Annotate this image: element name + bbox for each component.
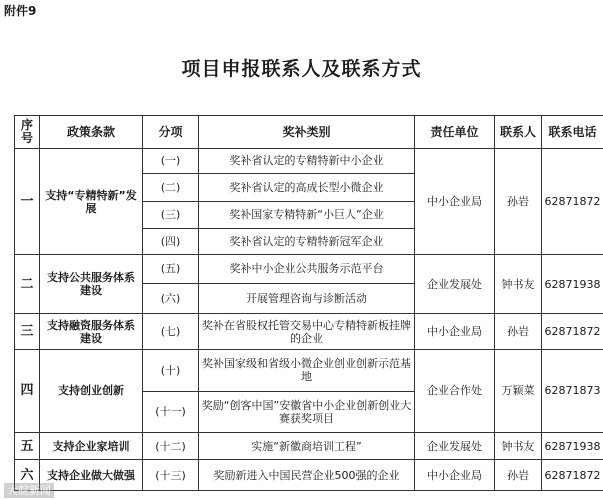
unit-cell: 中小企业局	[415, 460, 495, 491]
contact-table	[14, 115, 603, 491]
row-index: 五	[15, 432, 40, 460]
award-cell: 实施“新徽商培训工程”	[199, 432, 415, 460]
row-index: 六	[15, 460, 40, 491]
row-index: 二	[15, 255, 40, 314]
contact-cell: 钟书友	[495, 255, 542, 314]
policy-cell: 支持企业做大做强	[40, 460, 143, 491]
unit-cell: 中小企业局	[415, 149, 495, 255]
policy-cell: 支持创业创新	[40, 350, 143, 433]
phone-cell: 62871938	[542, 432, 603, 460]
unit-cell: 企业发展处	[415, 255, 495, 314]
header-policy: 政策条款	[40, 116, 143, 149]
phone-cell: 62871872	[542, 314, 603, 350]
table-row	[15, 432, 603, 460]
phone-cell: 62871873	[542, 350, 603, 433]
header-item: 分项	[143, 116, 199, 149]
unit-cell: 中小企业局	[415, 314, 495, 350]
award-cell: 奖补国家级和省级小微企业创业创新示范基地	[199, 350, 415, 392]
policy-cell: 支持“专精特新”发展	[40, 149, 143, 255]
header-index: 序号	[15, 116, 40, 149]
phone-cell: 62871938	[542, 255, 603, 314]
row-index: 一	[15, 149, 40, 255]
item-cell: (三)	[143, 202, 199, 229]
table-row	[15, 149, 603, 174]
row-index: 三	[15, 314, 40, 350]
table-row	[15, 460, 603, 491]
header-row	[15, 116, 603, 149]
contact-cell: 万颖菜	[495, 350, 542, 433]
item-cell: (四)	[143, 228, 199, 255]
award-cell: 奖补在省股权托管交易中心专精特新板挂牌的企业	[199, 314, 415, 350]
item-cell: (十二)	[143, 432, 199, 460]
item-cell: (十三)	[143, 460, 199, 491]
award-cell: 奖补国家专精特新“小巨人”企业	[199, 202, 415, 229]
table-row	[15, 350, 603, 392]
page-title: 项目申报联系人及联系方式	[181, 58, 422, 80]
award-cell: 奖补中小企业公共服务示范平台	[199, 255, 415, 284]
row-index: 四	[15, 350, 40, 433]
item-cell: (一)	[143, 149, 199, 174]
unit-cell: 企业发展处	[415, 432, 495, 460]
table-row	[15, 314, 603, 350]
contact-cell: 孙岩	[495, 314, 542, 350]
award-cell: 奖励“创客中国”安徽省中小企业创新创业大赛获奖项目	[199, 391, 415, 432]
policy-cell: 支持企业家培训	[40, 432, 143, 460]
header-unit: 责任单位	[415, 116, 495, 149]
item-cell: (五)	[143, 255, 199, 284]
award-cell: 奖励新进入中国民营企业500强的企业	[199, 460, 415, 491]
award-cell: 奖补省认定的专精特新冠军企业	[199, 228, 415, 255]
attachment-label: 附件9	[4, 4, 37, 18]
award-cell: 开展管理咨询与诊断活动	[199, 283, 415, 314]
award-cell: 奖补省认定的高成长型小微企业	[199, 173, 415, 202]
item-cell: (七)	[143, 314, 199, 350]
phone-cell: 62871872	[542, 149, 603, 255]
phone-cell: 62871872	[542, 460, 603, 491]
policy-cell: 支持公共服务体系建设	[40, 255, 143, 314]
policy-cell: 支持融资服务体系建设	[40, 314, 143, 350]
header-award: 奖补类别	[199, 116, 415, 149]
item-cell: (二)	[143, 173, 199, 202]
header-phone: 联系电话	[542, 116, 603, 149]
contact-cell: 孙岩	[495, 460, 542, 491]
unit-cell: 企业合作处	[415, 350, 495, 433]
item-cell: (六)	[143, 283, 199, 314]
watermark-label: 大皖新闻	[4, 483, 54, 498]
contact-cell: 钟书友	[495, 432, 542, 460]
table-row	[15, 255, 603, 284]
contact-cell: 孙岩	[495, 149, 542, 255]
header-contact: 联系人	[495, 116, 542, 149]
award-cell: 奖补省认定的专精特新中小企业	[199, 149, 415, 174]
item-cell: (十一)	[143, 391, 199, 432]
item-cell: (十)	[143, 350, 199, 392]
